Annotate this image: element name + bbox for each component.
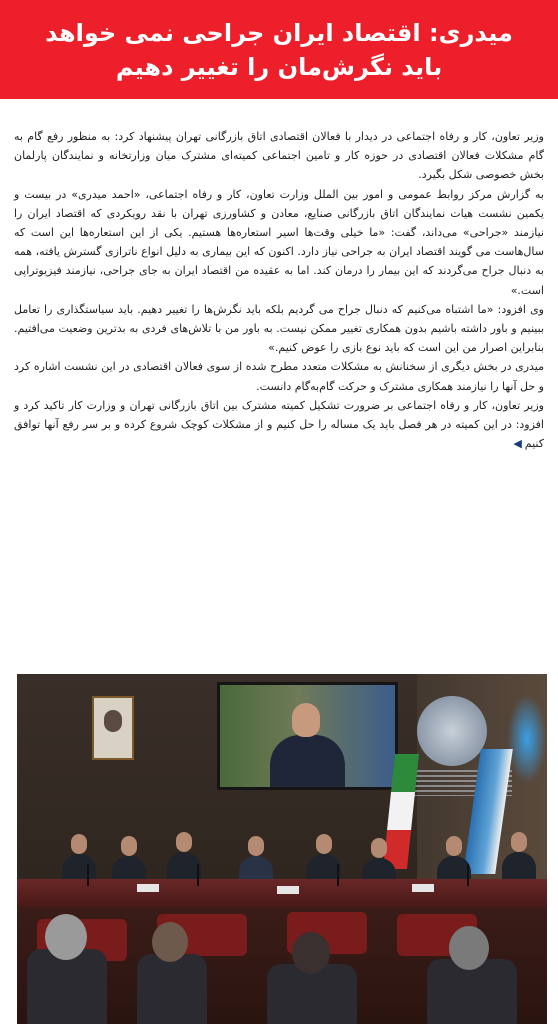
article-paragraph-1: وزیر تعاون، کار و رفاه اجتماعی در دیدار با فعالان اقتصادی اتاق بازرگانی تهران پیشنهاد کرد: به منظور رفع گام به گام مشکلات فعالان اقتصادی در حوزه کار و تامین اجتماعی کمیته‌ای مشترک میان وزارتخانه و نمایندگان پارلمان بخش خصوصی شکل بگیرد. [14, 130, 544, 182]
meeting-photo [17, 674, 547, 1024]
headline-banner [0, 0, 558, 99]
document-on-table [412, 884, 434, 892]
document-on-table [137, 884, 159, 892]
article-paragraph-5 [14, 396, 544, 454]
audience-member-head [449, 926, 489, 970]
end-of-article-icon: ◀ [513, 437, 522, 451]
video-speaker-head [292, 703, 320, 737]
photo-blue-light [507, 694, 547, 784]
article-paragraph-4: میدری در بخش دیگری از سخنانش به مشکلات متعدد مطرح شده از سوی فعالان اقتصادی در این نشست اشاره کرد و حل آنها را نیازمند همکاری مشترک و حرکت گام‌به‌گام دانست. [14, 360, 544, 393]
video-speaker-body [270, 735, 345, 790]
microphone [87, 864, 89, 886]
chamber-logo [417, 696, 487, 766]
headline-line-1: میدری: اقتصاد ایران جراحی نمی خواهد [45, 18, 513, 47]
article-paragraph-3: وی افزود: «ما اشتباه می‌کنیم که دنبال جراح می گردیم بلکه باید نگرش‌ها را تغییر دهیم. باید سیاستگذاری را تعامل ببینیم و باور داشته باشیم بدون همکاری تغییر ممکن نیست. به باور من با تلاش‌های فردی به بدترین وضعیت می‌افتیم. بنابراین اصرار من این است که باید نوع بازی را عوض کنیم.» [14, 302, 544, 355]
article-paragraph-5-text: وزیر تعاون، کار و رفاه اجتماعی بر ضرورت تشکیل کمیته مشترک بین اتاق بازرگانی تهران و وزارت کار تاکید کرد و افزود: در این کمیته در هر فصل باید یک مساله را حل کنیم و از مشکلات کوچک شروع کرده و بر سر رفع آنها توافق کنیم [14, 398, 544, 451]
article-body [14, 127, 544, 453]
audience-member-body [27, 949, 107, 1024]
video-screen [217, 682, 398, 790]
audience-member-body [137, 954, 207, 1024]
audience-member-head [45, 914, 87, 960]
headline-line-2: باید نگرش‌مان را تغییر دهیم [115, 52, 443, 81]
audience-member-head [292, 932, 330, 974]
document-on-table [277, 886, 299, 894]
audience-member-head [152, 922, 188, 962]
microphone [467, 864, 469, 886]
wall-portrait [92, 696, 134, 760]
wall-portrait-face [104, 710, 122, 732]
article-paragraph-2: به گزارش مرکز روابط عمومی و امور بین الملل وزارت تعاون، کار و رفاه اجتماعی، «احمد میدری» در بیست و یکمین نشست هیات نمایندگان اتاق بازرگانی صنایع، معادن و کشاورزی تهران با نقد رویکردی که اقتصاد ایران را نیازمند «جراحی» می‌داند، گفت: «ما خیلی وقت‌ها اسیر استعاره‌ها هستیم. یکی از این استعاره‌ها این است که سال‌هاست می گویند اقتصاد ایران به جراحی نیاز دارد. اکنون که این بیماری به دلیل انواع ناترازی گسترش یافته، همه به دنبال جراح می‌گردند که این بیمار را درمان کند. اما به عقیده من اقتصاد ایران به جای جراحی، نیازمند فیزیوتراپی است.» [14, 187, 544, 297]
microphone [197, 864, 199, 886]
microphone [337, 864, 339, 886]
